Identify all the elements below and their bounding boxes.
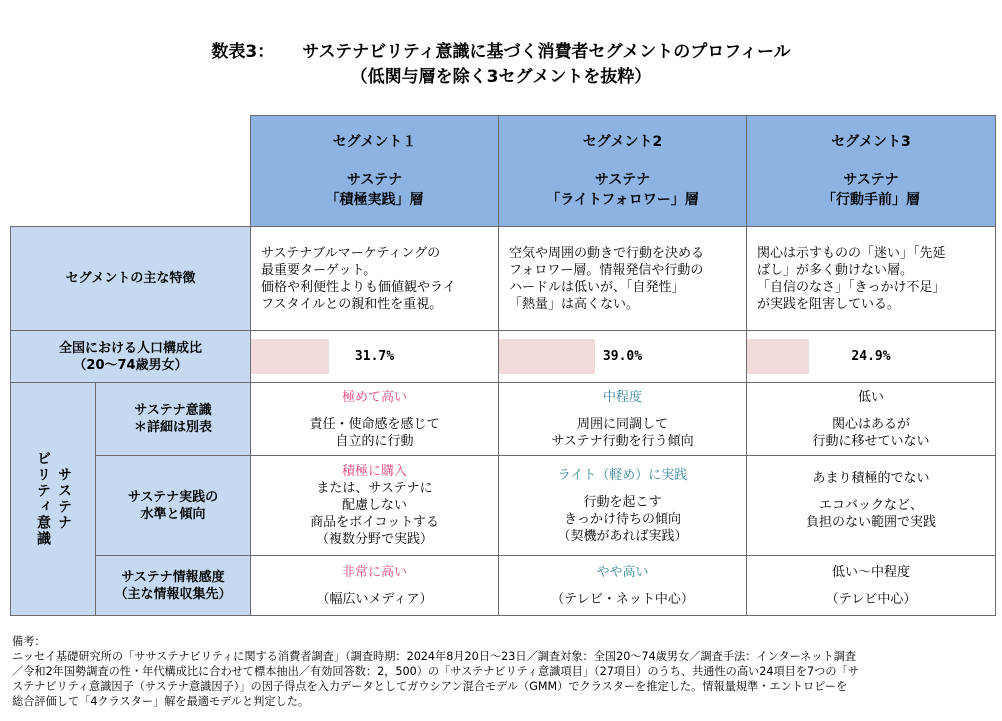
practice-cell-2: ライト（軽め）に実践 行動を起こす きっかけ待ちの傾向 （契機があれば実践） — [499, 456, 747, 556]
page-title — [0, 37, 1002, 62]
notes — [12, 634, 997, 709]
notes-line: ステナビリティ意識因子（サステナ意識因子）」の因子得点を入力データとしてガウシアン混合モデル（GMM）でクラスターを推定した。情報量規準・エントロピーを — [12, 680, 848, 693]
awareness-cell-2: 中程度 周囲に同調して サステナ行動を行う傾向 — [499, 383, 747, 456]
group-label-part-2: サステナ — [56, 467, 72, 531]
population-cell-1 — [251, 331, 499, 383]
population-value-1: 31.7% — [354, 349, 395, 364]
features-cell-2: 空気や周囲の動きで行動を決める フォロワー層。情報発信や行動の ハードルは低いが、「自発性」 「熱量」は高くない。 — [499, 227, 747, 331]
segment-table — [10, 115, 996, 616]
awareness-group-label — [11, 383, 96, 616]
population-label: 全国における人口構成比 （20～74歳男女） — [11, 331, 251, 383]
practice-label: サステナ実践の 水準と傾向 — [96, 456, 251, 556]
group-label-part-1: ビリティ意識 — [35, 451, 51, 547]
population-value-2: 39.0% — [602, 349, 643, 364]
awareness-cell-1: 極めて高い 責任・使命感を感じて 自立的に行動 — [251, 383, 499, 456]
notes-line: 総合評価して「4クラスター」解を最適モデルと判定した。 — [12, 695, 310, 708]
features-label: セグメントの主な特徴 — [11, 227, 251, 331]
population-value-3: 24.9% — [851, 349, 891, 364]
table-number: 数表3： — [211, 42, 275, 62]
features-cell-3: 関心は示すものの「迷い」「先延 ばし」が多く動けない層。 「自信のなさ」「きっかけ不足」 が実践を阻害している。 — [747, 227, 996, 331]
population-cell-3 — [747, 331, 996, 383]
awareness-label: サステナ意識 ＊詳細は別表 — [96, 383, 251, 456]
segment-header-1: セグメント１ サステナ 「積極実践」層 — [251, 116, 499, 227]
practice-cell-1: 積極に購入 または、サステナに 配慮しない 商品をボイコットする （複数分野で実践） — [251, 456, 499, 556]
info-cell-2: やや高い （テレビ・ネット中心） — [499, 556, 747, 616]
awareness-cell-3: 低い 関心はあるが 行動に移せていない — [747, 383, 996, 456]
notes-line: ニッセイ基礎研究所の「ササステナビリティに関する消費者調査」（調査時期：2024年8月20日～23日／調査対象：全国20～74歳男女／調査手法：インターネット調査 — [12, 650, 857, 663]
info-cell-1: 非常に高い （幅広いメディア） — [251, 556, 499, 616]
segment-header-2: セグメント2 サステナ 「ライトフォロワー」層 — [499, 116, 747, 227]
population-cell-2 — [499, 331, 747, 383]
page-subtitle: （低関与層を除く3セグメントを抜粋） — [350, 67, 652, 87]
practice-cell-3: あまり積極的でない エコバックなど、 負担のない範囲で実践 — [747, 456, 996, 556]
features-cell-1: サステナブルマーケティングの 最重要ターゲット。 価格や利便性よりも価値観やライ フスタイルとの親和性を重視。 — [251, 227, 499, 331]
info-label: サステナ情報感度 （主な情報収集先） — [96, 556, 251, 616]
title-line1: サステナビリティ意識に基づく消費者セグメントのプロフィール — [302, 42, 791, 62]
info-cell-3: 低い～中程度 （テレビ中心） — [747, 556, 996, 616]
corner-blank — [11, 116, 251, 227]
notes-heading: 備考： — [12, 635, 46, 648]
notes-line: ／令和2年国勢調査の性・年代構成比に合わせて標本抽出／有効回答数：2，500）の「サステナビリティ意識項目」（27項目）のうち、共通性の高い24項目を7つの「サ — [12, 665, 859, 678]
segment-header-3: セグメント3 サステナ 「行動手前」層 — [747, 116, 996, 227]
